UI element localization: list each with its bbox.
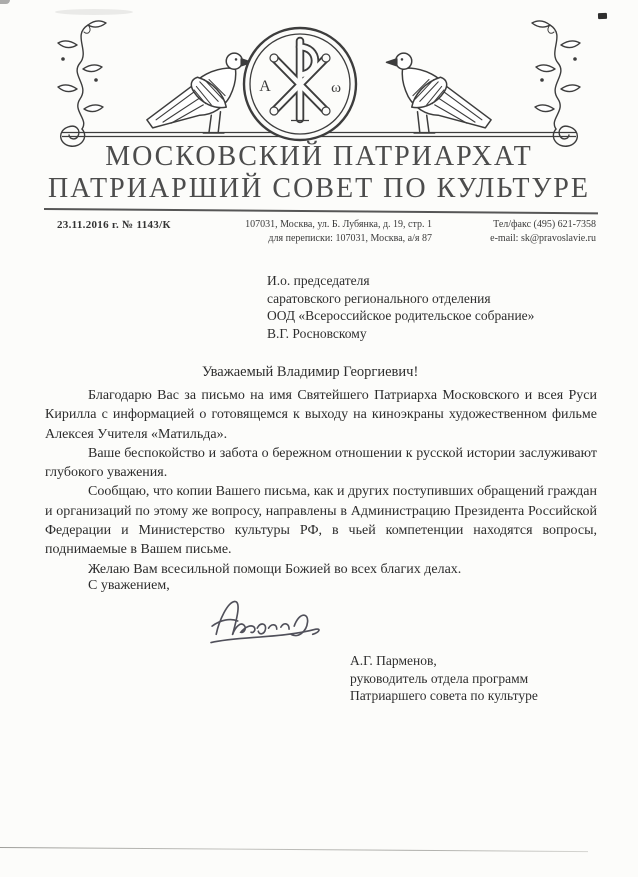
scan-edge-line bbox=[0, 847, 588, 852]
org-title bbox=[38, 141, 600, 205]
ref-contact-block bbox=[490, 218, 596, 245]
body-paragraph-1: Благодарю Вас за письмо на имя Святейшего Патриарха Московского и всея Руси Кирилла с информацией о готовящемся к выходу на киноэкраны художественном фильме Алексея Учителя «Матильда». bbox=[45, 388, 597, 442]
letter-body bbox=[45, 386, 597, 579]
body-paragraph-4: Желаю Вам всесильной помощи Божией во всех благих делах. bbox=[88, 561, 462, 577]
signer-title-line1: руководитель отдела программ bbox=[350, 670, 529, 686]
valediction: С уважением, bbox=[88, 578, 170, 593]
signer-block bbox=[350, 652, 538, 705]
ref-address-block bbox=[245, 218, 432, 245]
org-name-line2: ПАТРИАРШИЙ СОВЕТ ПО КУЛЬТУРЕ bbox=[48, 173, 590, 204]
signer-title-line2: Патриаршего совета по культуре bbox=[350, 688, 538, 703]
salutation: Уважаемый Владимир Георгиевич! bbox=[202, 364, 419, 380]
left-floral-ornament-icon bbox=[58, 21, 106, 146]
recipient-line: И.о. председателя bbox=[267, 273, 370, 288]
right-dove-icon bbox=[386, 53, 491, 133]
ref-address-line2: для переписки: 107031, Москва, а/я 87 bbox=[268, 232, 432, 244]
org-name-line1: МОСКОВСКИЙ ПАТРИАРХАТ bbox=[105, 141, 533, 172]
ref-email: e-mail: sk@pravoslavie.ru bbox=[490, 232, 596, 244]
body-paragraph-3: Сообщаю, что копии Вашего письма, как и других поступивших обращений граждан и организаций по этому же вопросу, направлены в Администрацию Президента Российской Федерации и Министерство культуры РФ, в чьей компетенции находятся вопросы, поднимаемые в Вашем письме. bbox=[45, 484, 597, 558]
recipient-line: саратовского регионального отделения bbox=[267, 290, 491, 306]
signature-handwriting bbox=[209, 596, 325, 648]
alpha-letter: А bbox=[259, 78, 271, 95]
ref-date-number: 23.11.2016 г. № 1143/К bbox=[57, 219, 171, 231]
scan-smudge bbox=[55, 9, 133, 15]
omega-letter: ω bbox=[331, 80, 341, 96]
ref-phone: Тел/факс (495) 621-7358 bbox=[493, 219, 596, 230]
signer-name: А.Г. Парменов, bbox=[350, 653, 437, 668]
body-paragraph-2: Ваше беспокойство и забота о бережном отношении к русской истории заслуживают глубокого уважения. bbox=[45, 445, 597, 481]
ref-address-line1: 107031, Москва, ул. Б. Лубянка, д. 19, стр. 1 bbox=[245, 219, 432, 230]
recipient-line: ООД «Всероссийское родительское собрание» bbox=[267, 308, 535, 323]
left-dove-icon bbox=[147, 53, 252, 133]
recipient-line: В.Г. Росновскому bbox=[267, 325, 367, 341]
chi-rho-icon bbox=[244, 28, 356, 140]
right-floral-ornament-icon bbox=[532, 21, 580, 146]
scan-corner-smudge bbox=[0, 0, 10, 4]
scan-artifact-mark bbox=[598, 13, 607, 19]
recipient-block bbox=[267, 272, 534, 342]
title-rule bbox=[44, 208, 598, 214]
